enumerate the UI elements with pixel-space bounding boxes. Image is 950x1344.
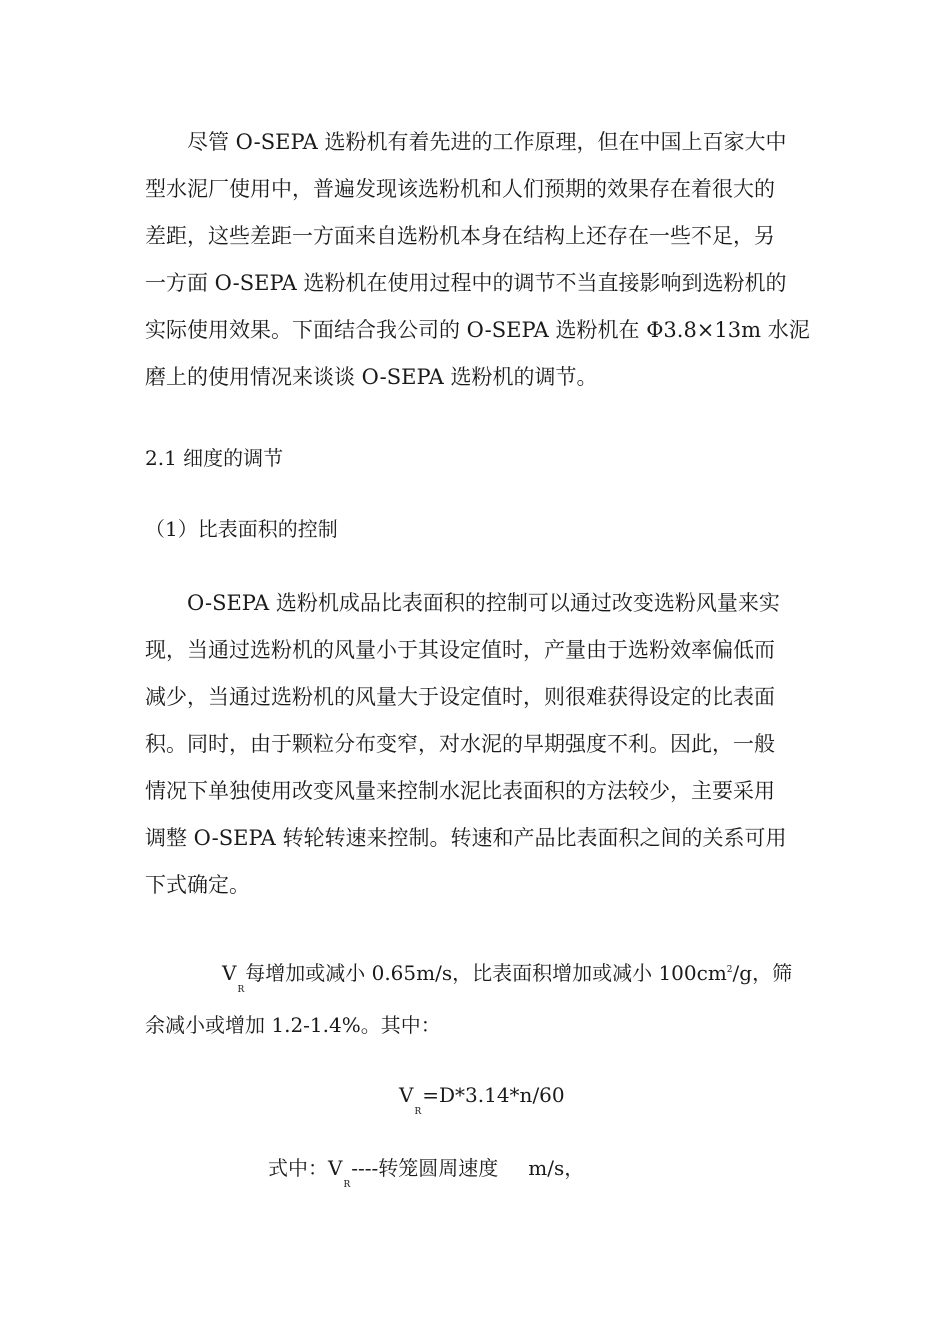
text-line: 尽管 O-SEPA 选粉机有着先进的工作原理，但在中国上百家大中 (187, 130, 787, 154)
definition-unit: m/s， (528, 1156, 585, 1180)
subscript-r: R (414, 1107, 422, 1117)
text-line: 差距，这些差距一方面来自选粉机本身在结构上还存在一些不足，另 (145, 224, 775, 248)
variable-v: V (399, 1083, 414, 1107)
rule-statement-continued: 余减小或增加 1.2-1.4%。其中： (145, 1013, 441, 1037)
rule-text: 每增加或减小 0.65m/s，比表面积增加或减小 100cm (245, 961, 727, 985)
text-line: 磨上的使用情况来谈谈 O-SEPA 选粉机的调节。 (145, 365, 598, 389)
text-line: 实际使用效果。下面结合我公司的 O-SEPA 选粉机在 Φ3.8×13m 水泥 (145, 318, 810, 342)
subscript-r: R (343, 1180, 351, 1190)
paragraph-intro (145, 119, 810, 401)
section-heading: 2.1 细度的调节 (145, 446, 284, 470)
text-line: 调整 O-SEPA 转轮转速来控制。转速和产品比表面积之间的关系可用 (145, 826, 787, 850)
formula (399, 1080, 565, 1115)
variable-v: V (328, 1156, 343, 1180)
text-line: 下式确定。 (145, 873, 250, 897)
text-line: 减少，当通过选粉机的风量大于设定值时，则很难获得设定的比表面 (145, 685, 775, 709)
variable-v: V (222, 961, 237, 985)
formula-expression: =D*3.14*n/60 (422, 1083, 565, 1107)
rule-statement (222, 958, 792, 993)
subscript-r: R (237, 985, 245, 995)
text-line: O-SEPA 选粉机成品比表面积的控制可以通过改变选粉风量来实 (187, 591, 780, 615)
subsection-heading: （1）比表面积的控制 (145, 517, 338, 541)
variable-definition (268, 1153, 584, 1188)
rule-text-end: /g，筛 (732, 961, 793, 985)
text-line: 型水泥厂使用中，普遍发现该选粉机和人们预期的效果存在着很大的 (145, 177, 775, 201)
text-line: 积。同时，由于颗粒分布变窄，对水泥的早期强度不利。因此，一般 (145, 732, 775, 756)
text-line: 现，当通过选粉机的风量小于其设定值时，产量由于选粉效率偏低而 (145, 638, 775, 662)
definition-description: ----转笼圆周速度 (351, 1156, 499, 1180)
paragraph-control (145, 580, 810, 909)
text-line: 一方面 O-SEPA 选粉机在使用过程中的调节不当直接影响到选粉机的 (145, 271, 787, 295)
definition-prefix: 式中： (268, 1156, 328, 1180)
superscript-2: 2 (726, 965, 733, 975)
text-line: 情况下单独使用改变风量来控制水泥比表面积的方法较少，主要采用 (145, 779, 775, 803)
